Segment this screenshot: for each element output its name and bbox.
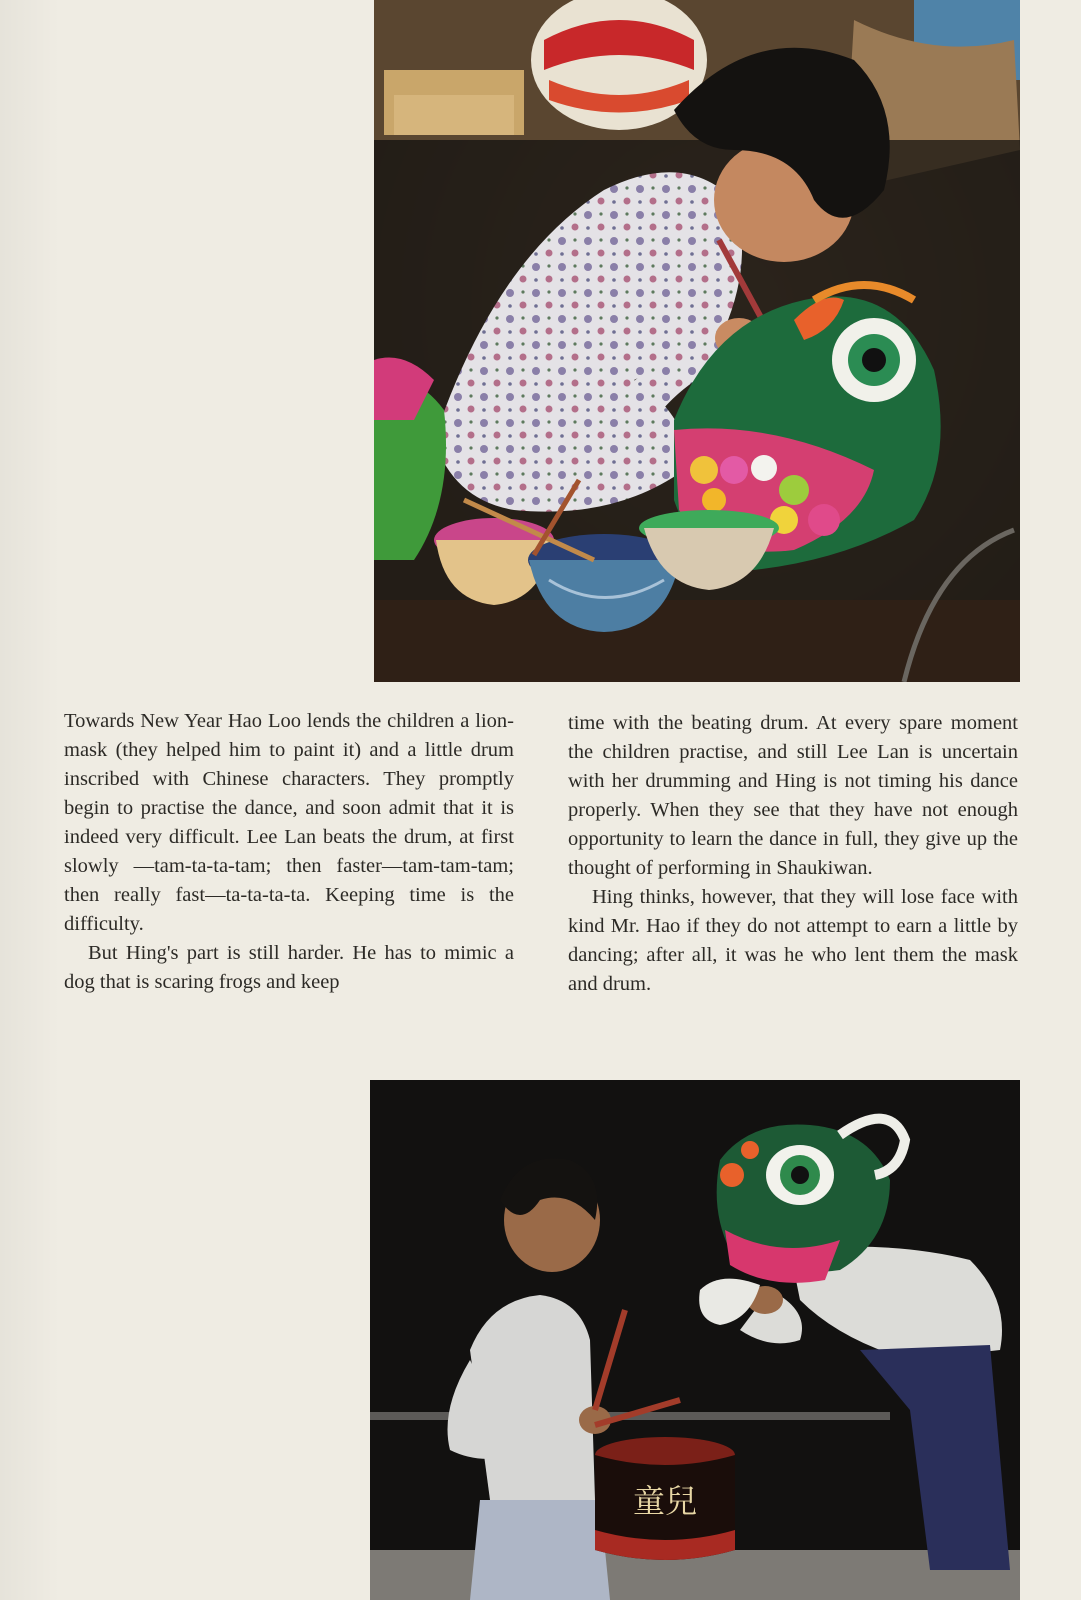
photo-bottom-illustration [370,1080,1020,1600]
text-column-left [64,707,514,997]
paragraph: Hing thinks, however, that they will lose face with kind Mr. Hao if they do not attempt to earn a little by dancing; after all, it was he who lent them the mask and drum. [568,886,1018,995]
lion-mask-painting-photo [374,0,1020,682]
drum-characters: 童兒 [632,1482,698,1520]
paragraph: Towards New Year Hao Loo lends the children a lion-mask (they helped him to paint it) and a little drum inscribed with Chinese characters. They promptly begin to practise the dance, and soon admit that it is indeed very difficult. Lee Lan beats the drum, at first slowly —tam-ta-ta-tam; then faster—tam-tam-tam; then really fast—ta-ta-ta-ta. Keeping time is the difficulty. [64,710,514,935]
lion-dance-drum-photo [370,1080,1020,1600]
paper-edge-shadow [0,0,60,1600]
paragraph: time with the beating drum. At every spare moment the children practise, and still Lee Lan is uncertain with her drumming and Hing is not timing his dance properly. When they see that they have not enough opportunity to learn the dance in full, they give up the thought of performing in Shaukiwan. [568,712,1018,879]
photo-top-illustration [374,0,1020,682]
text-column-right [568,709,1018,999]
paragraph: But Hing's part is still harder. He has to mimic a dog that is scaring frogs and keep [64,942,514,993]
